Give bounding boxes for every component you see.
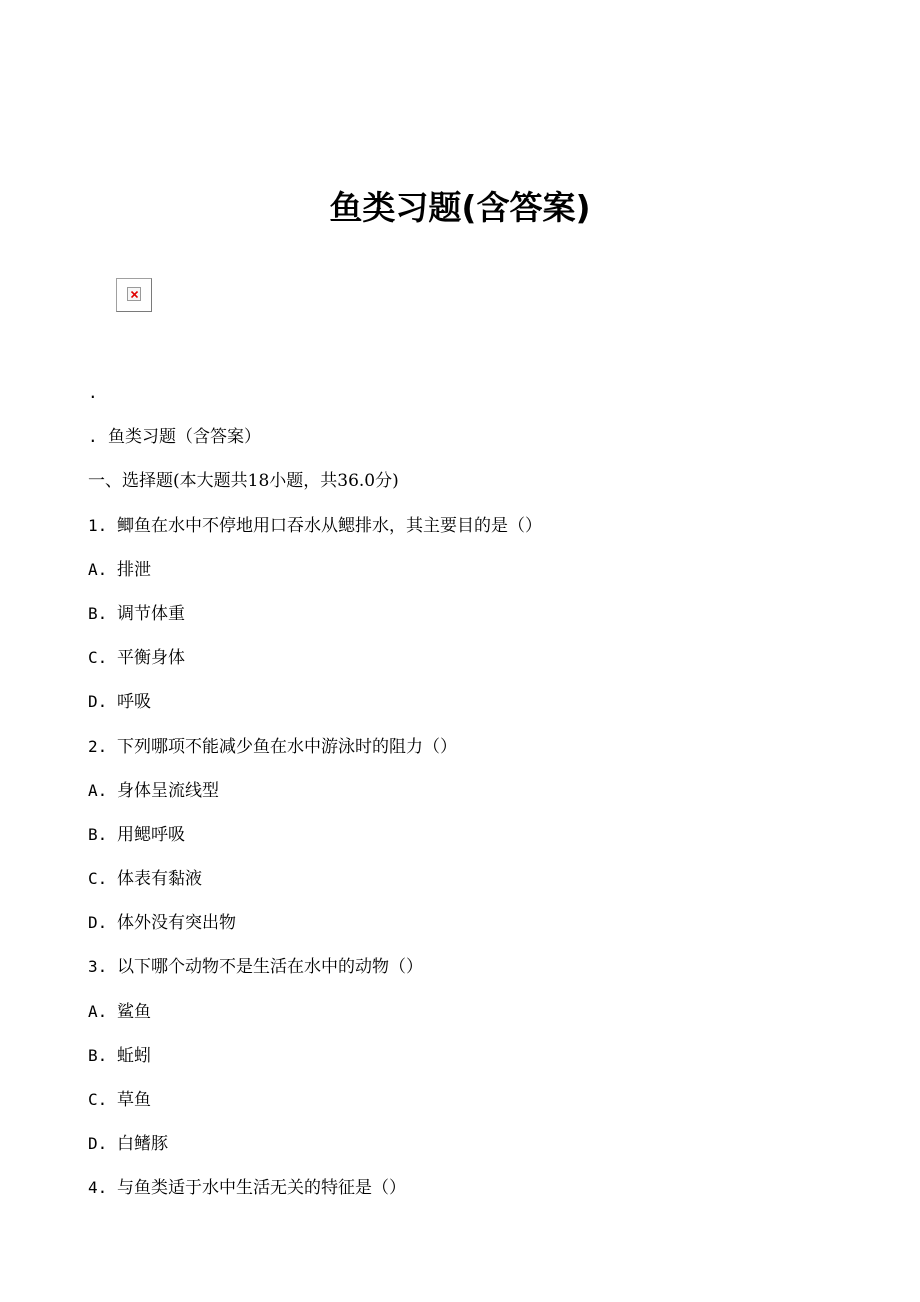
question-text: 以下哪个动物不是生活在水中的动物（） bbox=[117, 957, 423, 978]
option-letter: A. bbox=[88, 559, 108, 579]
option-text: 鲨鱼 bbox=[117, 1001, 151, 1022]
option-text: 平衡身体 bbox=[117, 648, 185, 669]
option-letter: B. bbox=[88, 603, 108, 623]
option-letter: C. bbox=[88, 869, 108, 889]
line-marker: . bbox=[88, 383, 98, 402]
option-line bbox=[88, 599, 888, 643]
page-title: 鱼类习题(含答案) bbox=[329, 188, 591, 227]
option-letter: D. bbox=[88, 1134, 108, 1154]
option-letter: C. bbox=[88, 1090, 108, 1109]
option-line bbox=[88, 555, 888, 599]
option-text: 呼吸 bbox=[117, 692, 151, 713]
option-line bbox=[88, 1041, 888, 1085]
line-text: 一、选择题(本大题共18小题，共36.0分) bbox=[88, 471, 399, 492]
broken-image-icon bbox=[116, 278, 152, 312]
option-letter: B. bbox=[88, 824, 108, 844]
broken-image-frame bbox=[127, 287, 141, 301]
subtitle-line bbox=[88, 422, 888, 466]
option-text: 身体呈流线型 bbox=[117, 780, 219, 801]
option-text: 排泄 bbox=[117, 559, 151, 580]
option-letter: D. bbox=[88, 692, 108, 712]
question-number: 4. bbox=[88, 1178, 108, 1198]
question-4 bbox=[88, 1173, 888, 1217]
option-text: 体表有黏液 bbox=[117, 869, 202, 890]
option-letter: A. bbox=[88, 780, 108, 800]
option-line bbox=[88, 1129, 888, 1173]
option-line bbox=[88, 643, 888, 687]
option-text: 白鳍豚 bbox=[117, 1134, 168, 1155]
option-letter: B. bbox=[88, 1045, 108, 1065]
section-heading bbox=[88, 466, 888, 510]
option-text: 蚯蚓 bbox=[117, 1045, 151, 1066]
question-2 bbox=[88, 732, 888, 776]
question-text: 鲫鱼在水中不停地用口吞水从鳃排水，其主要目的是（） bbox=[117, 515, 542, 536]
option-letter: C. bbox=[88, 648, 108, 668]
option-line bbox=[88, 1085, 888, 1129]
option-letter: A. bbox=[88, 1001, 108, 1021]
option-line bbox=[88, 908, 888, 952]
option-line bbox=[88, 776, 888, 820]
text-line bbox=[88, 378, 888, 422]
option-letter: D. bbox=[88, 913, 108, 933]
document-body bbox=[88, 378, 888, 1218]
question-text: 下列哪项不能减少鱼在水中游泳时的阻力（） bbox=[117, 736, 457, 757]
option-line bbox=[88, 687, 888, 731]
red-x-icon bbox=[131, 291, 138, 298]
question-number: 3. bbox=[88, 957, 108, 977]
question-1 bbox=[88, 511, 888, 555]
question-text: 与鱼类适于水中生活无关的特征是（） bbox=[117, 1178, 406, 1199]
line-text: 鱼类习题（含答案） bbox=[108, 427, 261, 448]
option-line bbox=[88, 864, 888, 908]
line-marker: . bbox=[88, 427, 98, 447]
question-3 bbox=[88, 952, 888, 996]
question-number: 2. bbox=[88, 736, 108, 756]
option-line bbox=[88, 820, 888, 864]
option-text: 草鱼 bbox=[117, 1090, 151, 1110]
option-text: 调节体重 bbox=[117, 603, 185, 624]
question-number: 1. bbox=[88, 515, 108, 535]
option-text: 体外没有突出物 bbox=[117, 913, 236, 934]
option-text: 用鳃呼吸 bbox=[117, 824, 185, 845]
option-line bbox=[88, 997, 888, 1041]
